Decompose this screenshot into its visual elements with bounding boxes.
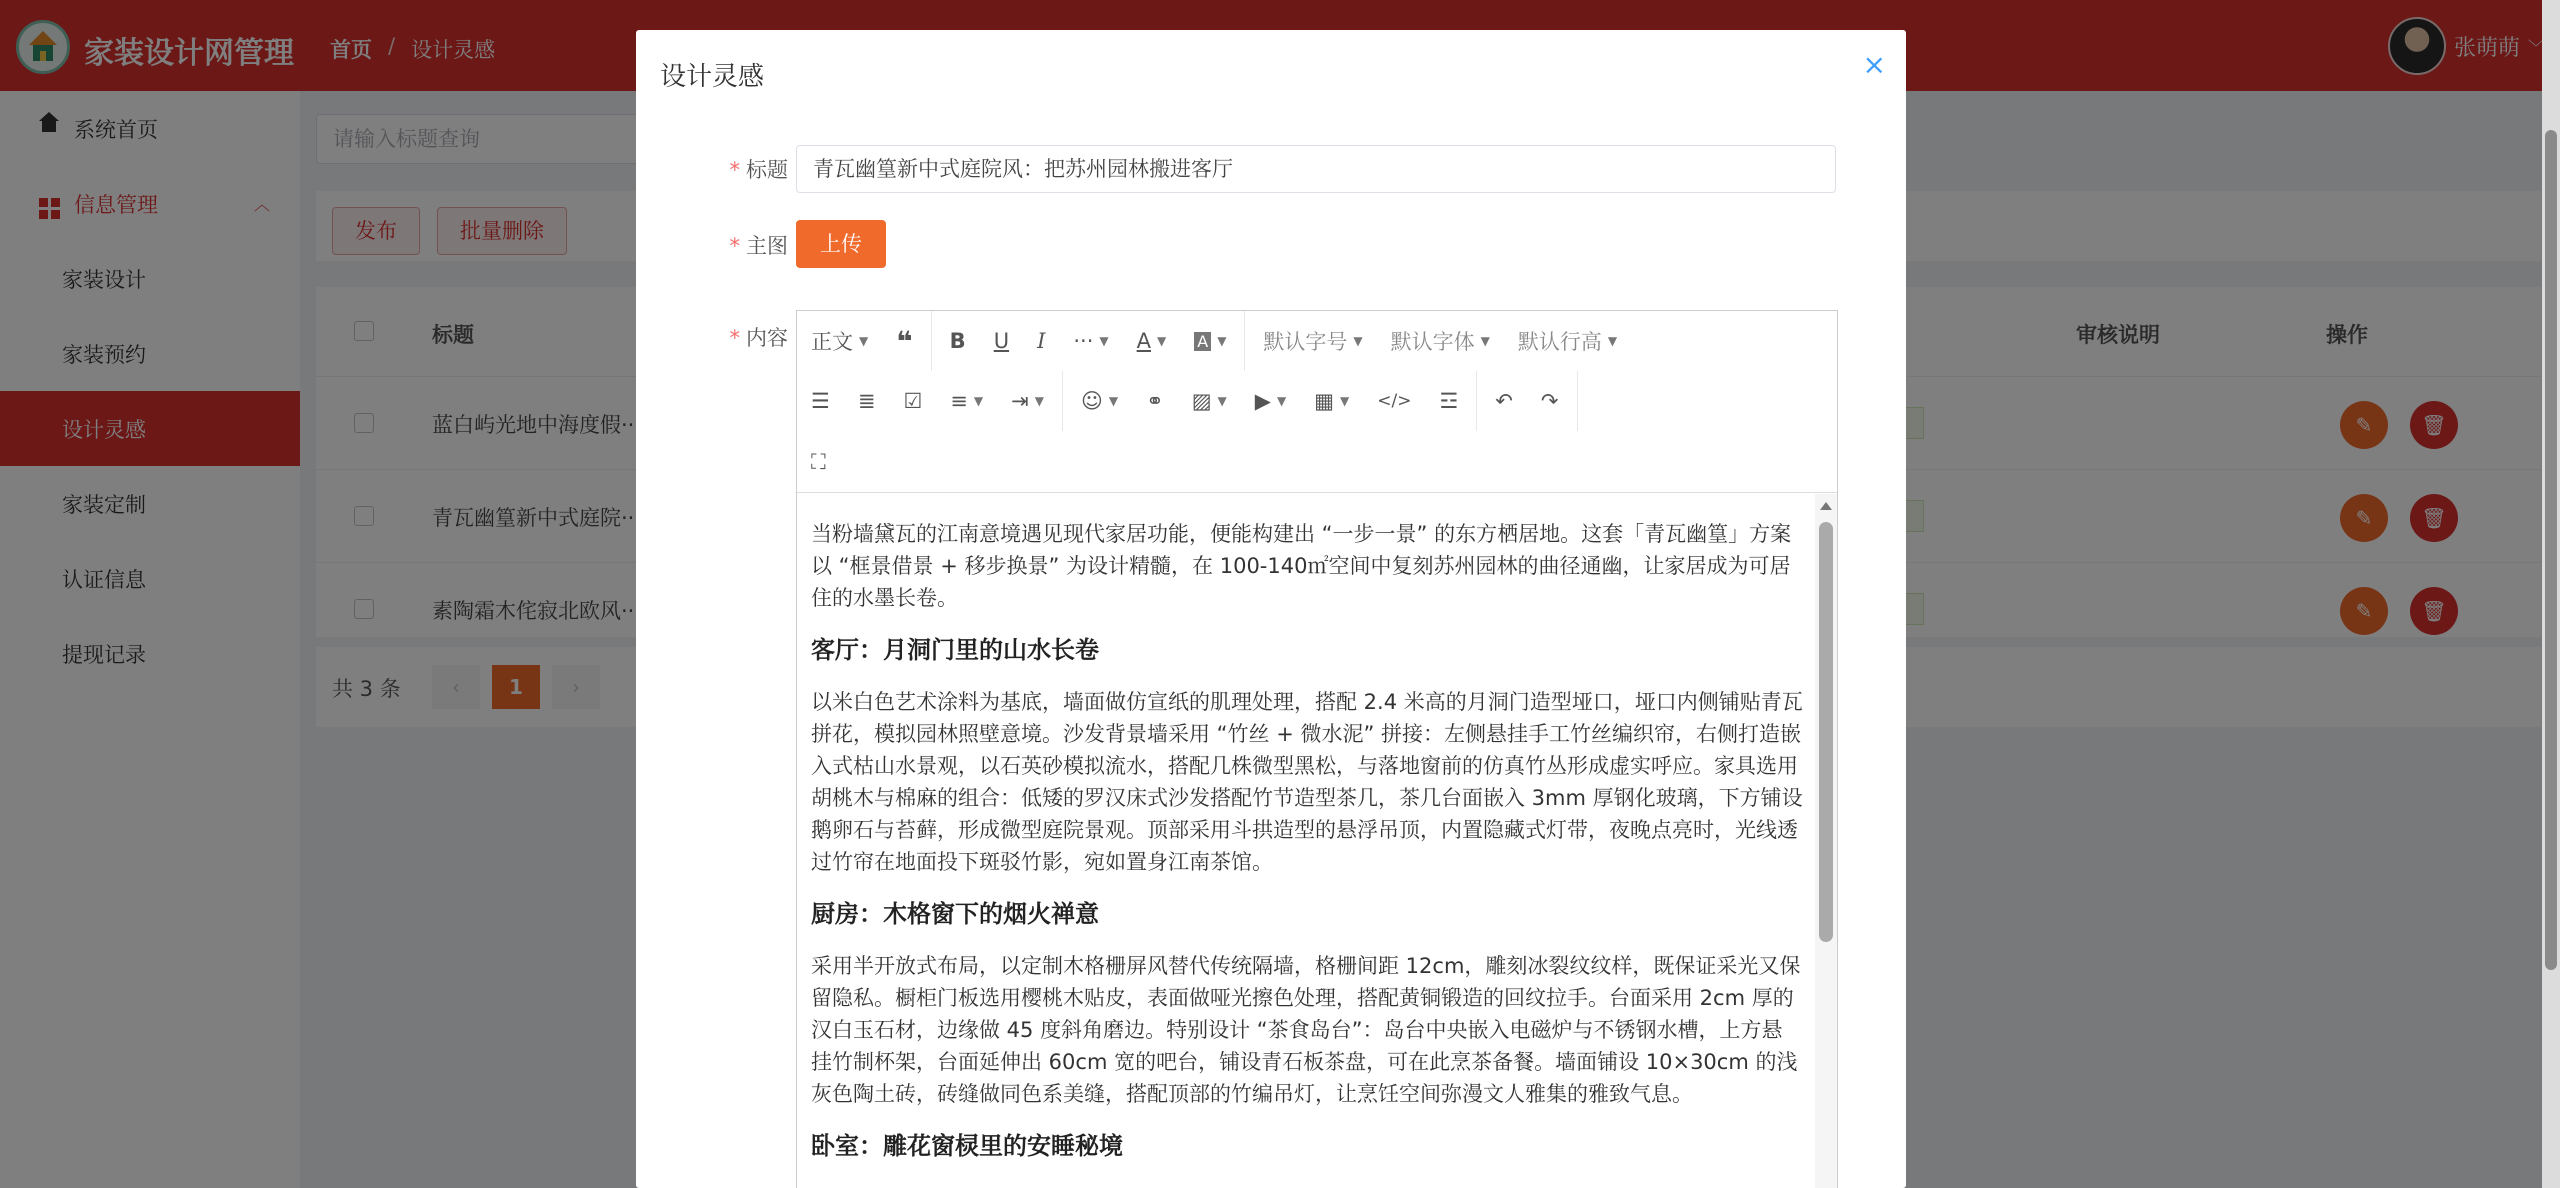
undo-icon[interactable]: ↶ (1495, 389, 1513, 413)
align-icon[interactable]: ≡ ▼ (950, 389, 984, 413)
code-icon[interactable]: </> (1377, 391, 1412, 411)
redo-icon[interactable]: ↷ (1540, 389, 1559, 413)
emoji-icon[interactable]: ☺ ▼ (1080, 389, 1119, 413)
bulleted-list-icon[interactable]: ☰ (811, 389, 830, 413)
fullscreen-icon[interactable]: ⛶ (811, 449, 826, 474)
rich-text-editor (796, 310, 1838, 1188)
font-size-select[interactable]: 默认字号 ▼ (1263, 330, 1363, 354)
todo-icon[interactable]: ☑ (903, 389, 923, 413)
font-family-select[interactable]: 默认字体 ▼ (1390, 330, 1490, 354)
font-color-icon[interactable]: A ▼ (1136, 329, 1167, 353)
content-paragraph: 采用半开放式布局，以定制木格栅屏风替代传统隔墙，格栅间距 12cm，雕刻冰裂纹纹样，既保证采光又保留隐私。橱柜门板选用樱桃木贴皮，表面做哑光擦色处理，搭配黄铜锻造的回纹拉手。台面采用 2cm 厚的汉白玉石材，边缘做 45 度斜角磨边。特别设计 “茶食岛台”：岛台中央嵌入电磁炉与不锈钢水槽，上方悬挂竹制杯架，台面延伸出 60cm 宽的吧台，铺设青石板茶盘，可在此烹茶备餐。墙面铺设 10×30cm 的浅灰色陶土砖，砖缝做同色系美缝，搭配顶部的竹编吊灯，让烹饪空间弥漫文人雅集的雅致气息。 (811, 954, 1801, 1106)
italic-icon[interactable]: I (1037, 329, 1046, 353)
page-scrollbar[interactable] (2542, 0, 2560, 1188)
paragraph-style-select[interactable]: 正文 ▼ (811, 330, 869, 354)
content-field-label: * 内容 (729, 326, 788, 350)
scrollbar-thumb[interactable] (2545, 130, 2557, 970)
editor-toolbar (797, 311, 1837, 493)
title-field-label: * 标题 (729, 158, 788, 182)
content-heading: 卧室：雕花窗棂里的安睡秘境 (811, 1132, 1123, 1160)
content-heading: 厨房：木格窗下的烟火禅意 (811, 900, 1099, 928)
editor-scrollbar[interactable] (1815, 494, 1837, 1188)
title-input[interactable]: 青瓦幽篁新中式庭院风：把苏州园林搬进客厅 (796, 145, 1836, 193)
content-heading: 客厅：月洞门里的山水长卷 (811, 636, 1099, 664)
underline-icon[interactable]: U (993, 329, 1010, 353)
background-color-icon[interactable]: A ▼ (1180, 311, 1240, 371)
image-icon[interactable]: ▨ ▼ (1191, 389, 1227, 413)
divider-icon[interactable]: ☲ (1439, 389, 1459, 413)
quote-icon[interactable]: ❝ (896, 324, 913, 358)
bold-icon[interactable]: B (949, 329, 966, 353)
inspiration-dialog (636, 30, 1906, 1188)
more-format-icon[interactable]: ··· ▼ (1073, 329, 1109, 353)
link-icon[interactable]: ⚭ (1146, 389, 1164, 413)
upload-button[interactable]: 上传 (796, 220, 886, 268)
close-icon[interactable]: × (1862, 48, 1886, 81)
line-height-select[interactable]: 默认行高 ▼ (1517, 330, 1618, 354)
video-icon[interactable]: ▶ ▼ (1254, 389, 1287, 413)
numbered-list-icon[interactable]: ≣ (857, 389, 876, 413)
scroll-up-icon[interactable] (1820, 502, 1832, 510)
indent-icon[interactable]: ⇥ ▼ (1011, 389, 1044, 413)
table-icon[interactable]: ▦ ▼ (1314, 389, 1350, 413)
editor-content[interactable] (797, 494, 1817, 1188)
image-field-label: * 主图 (729, 234, 788, 258)
content-paragraph: 当粉墙黛瓦的江南意境遇见现代家居功能，便能构建出 “一步一景” 的东方栖居地。这套「青瓦幽篁」方案以 “框景借景 + 移步换景” 为设计精髓，在 100-140㎡空间中复刻苏州园林的曲径通幽，让家居成为可居住的水墨长卷。 (811, 522, 1792, 610)
scrollbar-thumb[interactable] (1819, 522, 1833, 942)
content-paragraph: 以米白色艺术涂料为基底，墙面做仿宣纸的肌理处理，搭配 2.4 米高的月洞门造型垭口，垭口内侧铺贴青瓦拼花，模拟园林照壁意境。沙发背景墙采用 “竹丝 + 微水泥” 拼接：左侧悬挂手工竹丝编织帘，右侧打造嵌入式枯山水景观，以石英砂模拟流水，搭配几株微型黑松，与落地窗前的仿真竹丛形成虚实呼应。家具选用胡桃木与棉麻的组合：低矮的罗汉床式沙发搭配竹节造型茶几，茶几台面嵌入 3mm 厚钢化玻璃，下方铺设鹅卵石与苔藓，形成微型庭院景观。顶部采用斗拱造型的悬浮吊顶，内置隐藏式灯带，夜晚点亮时，光线透过竹帘在地面投下斑驳竹影，宛如置身江南茶馆。 (811, 690, 1803, 874)
dialog-title: 设计灵感 (660, 62, 765, 92)
